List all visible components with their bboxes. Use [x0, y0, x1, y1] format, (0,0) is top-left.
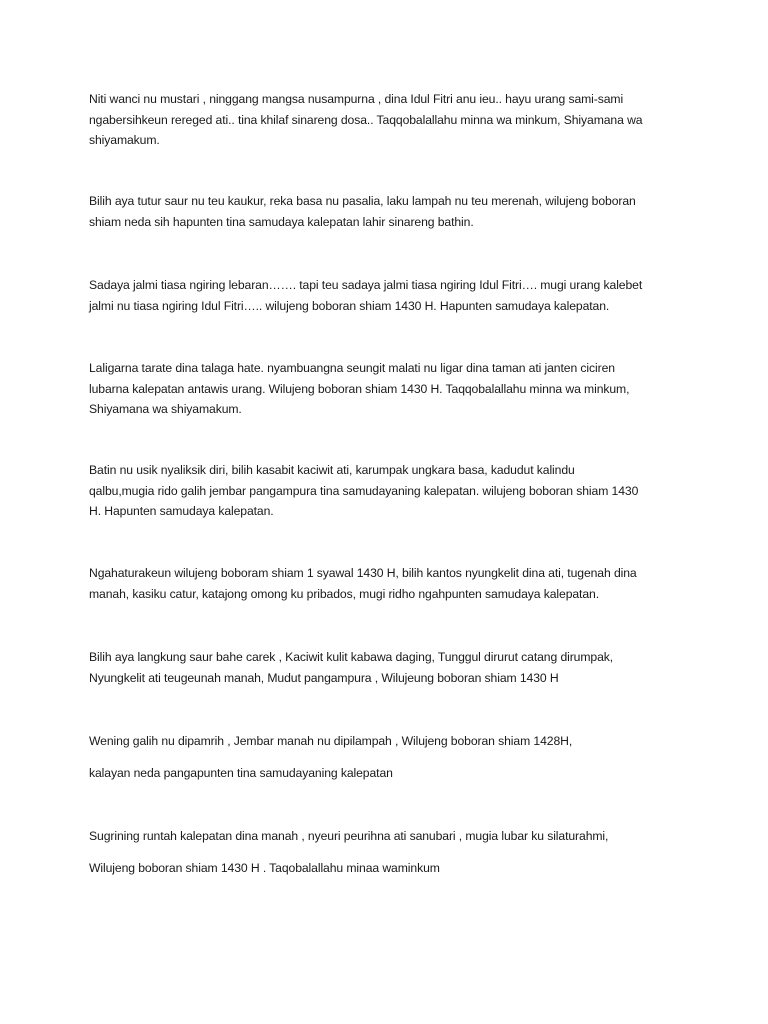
paragraph-5: [89, 460, 689, 522]
paragraph-7: [89, 647, 689, 688]
text-line: Shiyamana wa shiyamakum.: [89, 402, 242, 416]
text-line: shiyamakum.: [89, 133, 160, 147]
text-line: qalbu,mugia rido galih jembar pangampura tina samudayaning kalepatan. wilujeng boboran shiam 1430: [89, 483, 639, 498]
text-line: Sugrining runtah kalepatan dina manah , nyeuri peurihna ati sanubari , mugia lubar ku silaturahmi,: [89, 829, 609, 843]
text-line: Wilujeng boboran shiam 1430 H . Taqobalallahu minaa waminkum: [89, 861, 440, 875]
text-line: Bilih aya langkung saur bahe carek , Kaciwit kulit kabawa daging, Tunggul dirurut catang dirumpak,: [89, 650, 614, 664]
text-line: Batin nu usik nyaliksik diri, bilih kasabit kaciwit ati, karumpak ungkara basa, kadudut kalindu: [89, 463, 575, 477]
text-line: Bilih aya tutur saur nu teu kaukur, reka basa nu pasalia, laku lampah nu teu merenah, wilujeng boboran: [89, 194, 636, 208]
paragraph-6: [89, 563, 689, 604]
paragraph-11: [89, 858, 689, 879]
text-line: ngabersihkeun rereged ati.. tina khilaf sinareng dosa.. Taqqobalallahu minna wa minkum, Shiyamana wa: [89, 112, 643, 127]
paragraph-1: [89, 89, 689, 151]
paragraph-4: [89, 358, 689, 420]
paragraph-2: [89, 191, 689, 232]
text-line: manah, kasiku catur, katajong omong ku pribados, mugi ridho ngahpunten samudaya kalepatan.: [89, 586, 599, 601]
paragraph-3: [89, 275, 689, 316]
paragraph-8: [89, 731, 689, 752]
text-line: shiam neda sih hapunten tina samudaya kalepatan lahir sinareng bathin.: [89, 214, 474, 229]
text-line: Sadaya jalmi tiasa ngiring lebaran……. tapi teu sadaya jalmi tiasa ngiring Idul Fitri…. mugi urang kalebet: [89, 278, 643, 292]
text-line: Wening galih nu dipamrih , Jembar manah nu dipilampah , Wilujeng boboran shiam 1428H,: [89, 734, 573, 748]
paragraph-9: [89, 763, 689, 784]
text-line: Niti wanci nu mustari , ninggang mangsa nusampurna , dina Idul Fitri anu ieu.. hayu urang sami-sami: [89, 92, 624, 106]
paragraph-10: [89, 826, 689, 847]
text-line: jalmi nu tiasa ngiring Idul Fitri….. wilujeng boboran shiam 1430 H. Hapunten samudaya kalepatan.: [89, 298, 610, 313]
text-line: Nyungkelit ati teugeunah manah, Mudut pangampura , Wilujeung boboran shiam 1430 H: [89, 670, 559, 685]
text-line: H. Hapunten samudaya kalepatan.: [89, 504, 274, 518]
text-line: kalayan neda pangapunten tina samudayaning kalepatan: [89, 766, 393, 780]
text-line: Laligarna tarate dina talaga hate. nyambuangna seungit malati nu ligar dina taman ati janten ciciren: [89, 361, 615, 375]
text-line: Ngahaturakeun wilujeng boboram shiam 1 syawal 1430 H, bilih kantos nyungkelit dina ati, tugenah dina: [89, 566, 637, 580]
text-line: lubarna kalepatan antawis urang. Wilujeng boboran shiam 1430 H. Taqqobalallahu minna wa minkum,: [89, 381, 630, 396]
